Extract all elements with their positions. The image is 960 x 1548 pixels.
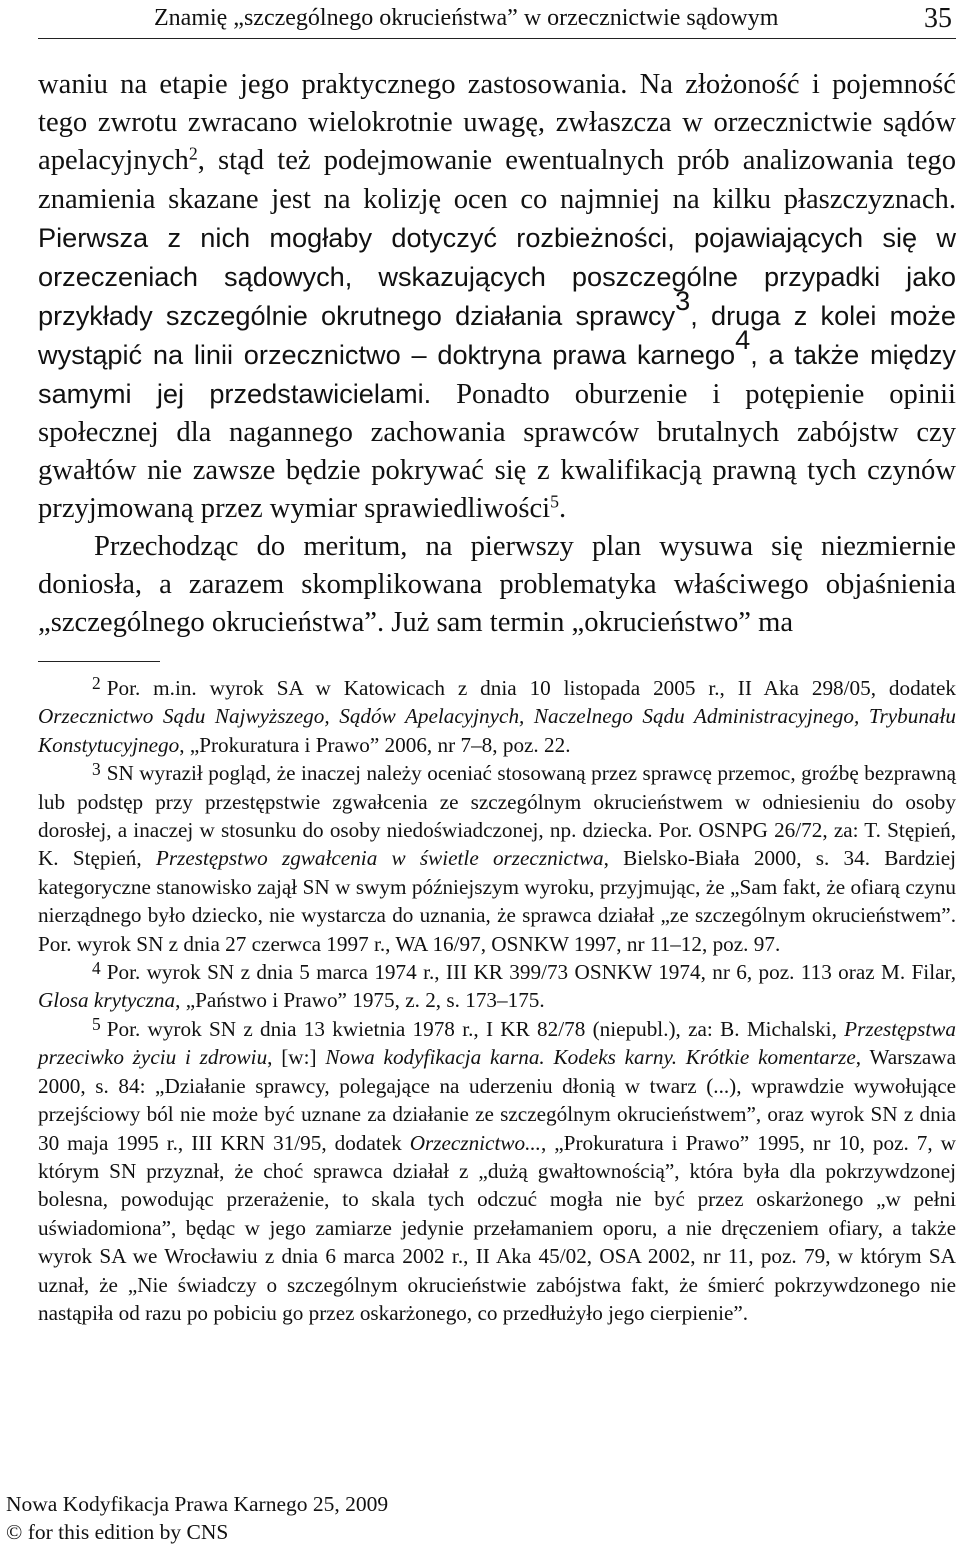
footnote-ref-2: 2 bbox=[188, 143, 198, 164]
footnote-text: , „Prokuratura i Prawo” 1995, nr 10, poz. 7, w którym SN przyznał, że choć sprawca działał z „dużą gwałtownością”, która była dla pokrzywdzonej bolesna, powodując przerażenie, to skala tych odczuć mogła nie być przez oskarżonego „w pełni uświadomiona”, będąc w jego zamiarze jedynie przełamaniem oporu, a nie dręczeniem ofiary, a także wyrok SA we Wrocławiu z dnia 6 marca 2002 r., II Aka 45/02, OSA 2002, nr 11, poz. 79, w którym SA uznał, że „Nie świadczy o szczególnym okrucieństwie zabójstwa fakt, że śmierć pokrzywdzonego nie nastąpiła od razu po pobiciu go przez oskarżonego, co przedłużyło jego cierpienie”. bbox=[38, 1130, 956, 1325]
footnote-5 bbox=[38, 1015, 956, 1327]
footnote-separator bbox=[38, 661, 160, 662]
colophon bbox=[6, 1490, 388, 1546]
paragraph-1 bbox=[38, 66, 956, 528]
footnote-ref-4: 4 bbox=[735, 324, 751, 356]
footnote-text: , „Państwo i Prawo” 1975, z. 2, s. 173–175. bbox=[175, 988, 545, 1013]
footnote-4 bbox=[38, 958, 956, 1015]
footnote-ref-3: 3 bbox=[675, 285, 691, 317]
paragraph-2: Przechodząc do meritum, na pierwszy plan wysuwa się niezmiernie doniosła, a zarazem skomplikowana problematyka właściwego objaśnienia „szczególnego okrucieństwa”. Już sam termin „okrucieństwo” ma bbox=[38, 531, 956, 638]
running-title: Znamię „szczególnego okrucieństwa” w orzecznictwie sądowym bbox=[154, 5, 779, 31]
footnote-text: , Warszawa 2000, s. 84: „Działanie sprawcy, polegające na uderzeniu dłonią w twarz (...), wprawdzie wywołujące przejściowy ból nie może być uznane za działanie ze szczególnym okrucieństwem”, oraz wyrok SN z dnia 30 maja 1995 r., III KRN 31/95, dodatek bbox=[38, 1045, 956, 1155]
page-number: 35 bbox=[924, 3, 952, 34]
footnote-italic: Nowa kodyfikacja karna. Kodeks karny. Krótkie komentarze bbox=[325, 1045, 856, 1070]
footnote-italic: Przestępstwo zgwałcenia w świetle orzecznictwa bbox=[155, 846, 604, 871]
p1-text-f: Ponadto oburzenie i potępienie opinii społecznej dla nagannego zachowania sprawców brutalnych zabójstw czy gwałtów nie zawsze będzie pokrywać się z kwalifikacją prawną tych czynów przyjmowaną przez wymiar sprawiedliwości bbox=[38, 379, 956, 524]
p1-text-a: waniu na etapie jego praktycznego zastosowania. Na złożoność i pojemność tego zwrotu zwracano wielokrotnie uwagę, zwłaszcza w orzecznictwie sądów apelacyjnych bbox=[38, 69, 956, 176]
footnote-italic: Glosa krytyczna bbox=[38, 988, 176, 1013]
p1-text-c: Pierwsza z nich mogłaby dotyczyć rozbieżności, pojawiających się w orzeczeniach sądowych, wskazujących poszczególne przypadki jako przykłady szczególnie okrutnego działania sprawcy bbox=[38, 222, 956, 331]
footnote-mark: 4 bbox=[92, 958, 101, 978]
footnote-italic: Orzecznictwo... bbox=[409, 1130, 541, 1155]
footnote-2 bbox=[38, 674, 956, 759]
footnote-mark: 5 bbox=[92, 1015, 101, 1035]
running-head bbox=[38, 2, 956, 39]
footnote-text: SN wyraził pogląd, że inaczej należy oceniać stosowaną przez sprawcę przemoc, groźbę bezprawną lub podstęp przy przestępstwie zgwałcenia ze szczególnym okrucieństwem w odniesieniu do osoby dorosłej, a inaczej w stosunku do osoby niedoświadczonej, np. dziecka. Por. OSNPG 26/72, za: T. Stępień, K. Stępień, bbox=[38, 761, 956, 871]
footnote-text: , „Prokuratura i Prawo” 2006, nr 7–8, poz. 22. bbox=[179, 732, 571, 757]
footnote-ref-5: 5 bbox=[550, 491, 559, 512]
footnote-italic: Orzecznictwo Sądu Najwyższego, Sądów Apelacyjnych, Naczelnego Sądu Administracyjnego, Trybunału Konstytucyjnego bbox=[38, 704, 956, 757]
main-text bbox=[38, 66, 956, 642]
copyright-line: © for this edition by CNS bbox=[6, 1520, 229, 1544]
p1-text-b: , stąd też podejmowanie ewentualnych prób analizowania tego znamienia skazane jest na kolizję ocen co najmniej na kilku płaszczyznach. bbox=[38, 145, 956, 215]
footnote-text: , Bielsko-Biała 2000, s. 34. Bardziej kategoryczne stanowisko zajął SN w swym późniejszym wyroku, przyjmując, że „Sam fakt, że ofiarą czynu nierządnego było dziecko, nie wystarcza do uznania, że sprawca działał „ze szczególnym okrucieństwem”. Por. wyrok SN z dnia 27 czerwca 1997 r., WA 16/97, OSNKW 1997, nr 11–12, poz. 97. bbox=[38, 846, 956, 956]
p1-text-e: , a także między samymi jej przedstawicielami. bbox=[38, 339, 957, 409]
footnote-3 bbox=[38, 759, 956, 958]
footnote-text: Por. wyrok SN z dnia 13 kwietnia 1978 r., I KR 82/78 (niepubl.), za: B. Michalski, bbox=[106, 1016, 845, 1041]
footnote-italic: Przestępstwa przeciwko życiu i zdrowiu bbox=[38, 1016, 956, 1070]
p1-text-d: , druga z kolei może wystąpić na linii orzecznictwo – doktryna prawa karnego bbox=[38, 300, 956, 370]
footnote-text: , [w:] bbox=[267, 1045, 326, 1070]
footnotes bbox=[38, 674, 956, 1327]
footnote-mark: 3 bbox=[92, 759, 101, 779]
footnote-mark: 2 bbox=[92, 674, 101, 694]
p1-text-g: . bbox=[558, 493, 567, 524]
journal-line: Nowa Kodyfikacja Prawa Karnego 25, 2009 bbox=[6, 1492, 389, 1516]
footnote-text: Por. wyrok SN z dnia 5 marca 1974 r., III KR 399/73 OSNKW 1974, nr 6, poz. 113 oraz M. Filar, bbox=[106, 960, 956, 985]
footnote-text: Por. m.in. wyrok SA w Katowicach z dnia 10 listopada 2005 r., II Aka 298/05, dodatek bbox=[106, 676, 956, 700]
